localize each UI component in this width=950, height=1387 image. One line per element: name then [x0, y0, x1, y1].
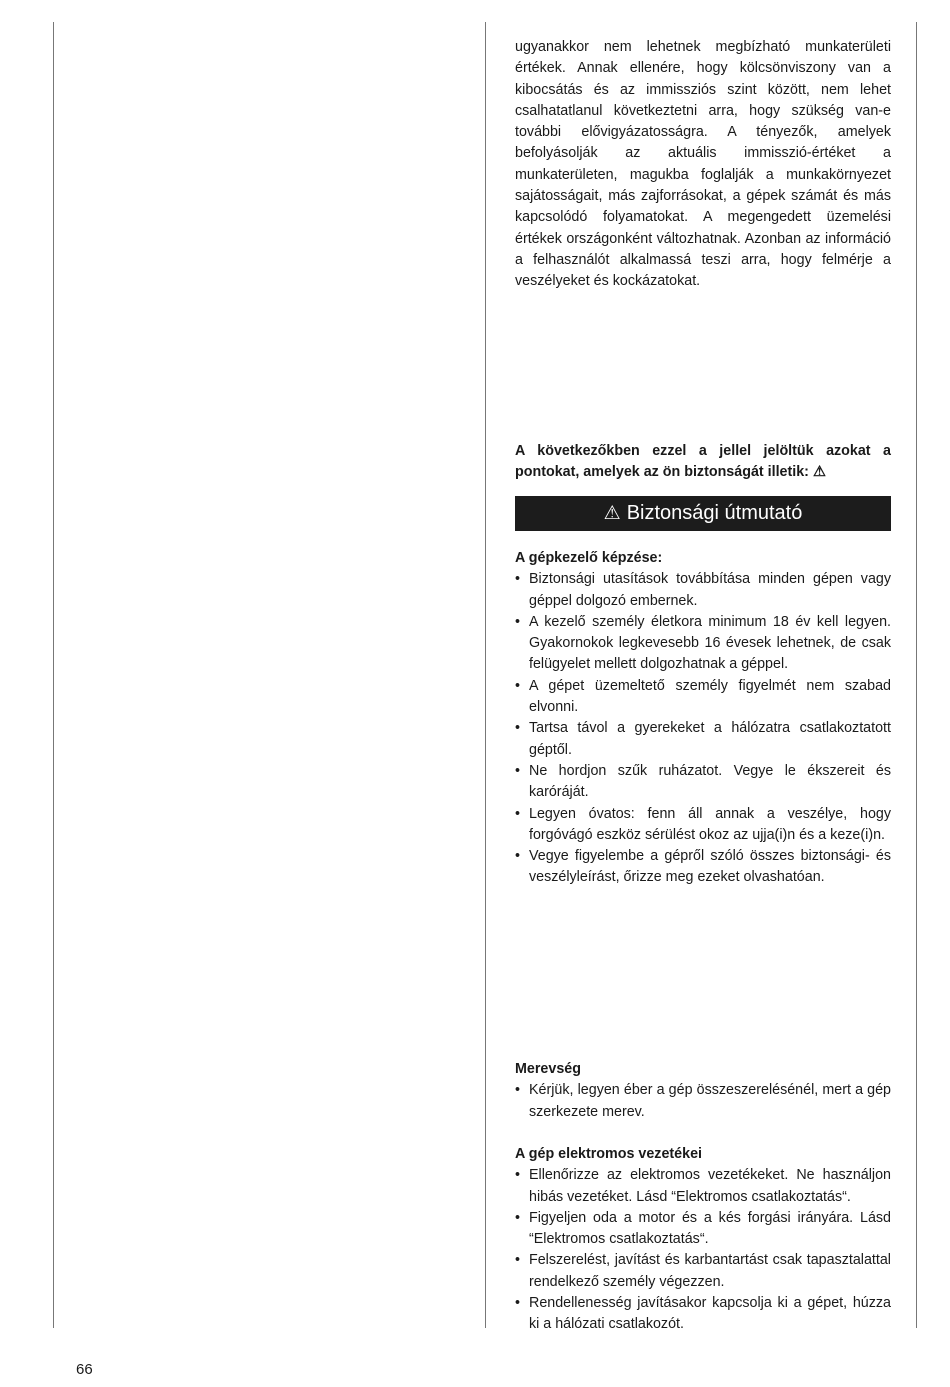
symbol-note-text: A következőkben ezzel a jellel jelöltük azokat a pontokat, amelyek az ön biztonságát illetik:: [515, 443, 891, 481]
list-item-text: Ellenőrizze az elektromos vezetékeket. Ne használjon hibás vezetéket. Lásd “Elektromos csatlakoztatás“.: [529, 1167, 891, 1205]
section-rigidity: [515, 1059, 891, 1123]
symbol-note: [515, 441, 891, 484]
bullet-list: [515, 1165, 891, 1335]
list-item: [515, 676, 891, 719]
safety-banner: [515, 496, 891, 531]
bullet-list: [515, 569, 891, 888]
warning-icon: ⚠: [812, 464, 826, 481]
bullet-icon: •: [515, 613, 521, 630]
list-item: [515, 846, 891, 889]
bullet-icon: •: [515, 720, 521, 737]
banner-warning-icon: ⚠: [603, 503, 621, 524]
bullet-icon: •: [515, 1082, 521, 1099]
left-column-rule: [53, 22, 54, 1328]
bullet-icon: •: [515, 805, 521, 822]
bullet-icon: •: [515, 1167, 521, 1184]
list-item: [515, 718, 891, 761]
list-item: [515, 804, 891, 847]
bullet-icon: •: [515, 1252, 521, 1269]
bullet-icon: •: [515, 571, 521, 588]
bullet-icon: •: [515, 677, 521, 694]
symbol-note-block: [515, 441, 891, 484]
list-item: [515, 612, 891, 676]
section-heading: A gépkezelő képzése:: [515, 550, 663, 566]
list-item-text: A kezelő személy életkora minimum 18 év kell legyen. Gyakornokok legkevesebb 16 évesek lehetnek, de csak felügyelet mellett dolgozhatnak a géppel.: [529, 613, 891, 673]
list-item-text: Vegye figyelembe a gépről szóló összes biztonsági- és veszélyleírást, őrizze meg ezeket olvashatóan.: [529, 848, 891, 886]
list-item-text: Legyen óvatos: fenn áll annak a veszélye, hogy forgóvágó eszköz sérülést okoz az ujja(i)n és a keze(i)n.: [529, 805, 891, 843]
list-item-text: Biztonsági utasítások továbbítása minden gépen vagy géppel dolgozó embernek.: [529, 571, 891, 609]
bullet-icon: •: [515, 1209, 521, 1226]
bullet-icon: •: [515, 848, 521, 865]
right-column-rule: [916, 22, 917, 1328]
center-column-rule: [485, 22, 486, 1328]
bullet-list: [515, 1080, 891, 1123]
page-number: 66: [76, 1361, 93, 1378]
list-item-text: Figyeljen oda a motor és a kés forgási irányára. Lásd “Elektromos csatlakoztatás“.: [529, 1209, 891, 1248]
list-item: [515, 761, 891, 804]
intro-paragraph: ugyanakkor nem lehetnek megbízható munkaterületi értékek. Annak ellenére, hogy kölcsönviszony van a kibocsátás és az immissziós szint között, nem lehet csalhatatlanul következtetni arra, hogy szükség van-e további elővigyázatosságra. A tényezők, amelyek befolyásolják az aktuális immisszió-értéket a munkaterületen, magukba foglalják a munkakörnyezet sajátosságait, más zajforrásokat, a gépek számát és más kapcsolódó folyamatokat. A megengedett üzemelési értékek országonként változhatnak. Azonban az információ a felhasználót alkalmassá teszi arra, hogy felmérje a veszélyeket és kockázatokat.: [515, 39, 891, 290]
section-heading: Merevség: [515, 1061, 581, 1077]
list-item-text: Rendellenesség javításakor kapcsolja ki a gépet, húzza ki a hálózati csatlakozót.: [529, 1295, 891, 1333]
banner-title: Biztonsági útmutató: [626, 502, 803, 524]
section-heading: A gép elektromos vezetékei: [515, 1146, 702, 1162]
list-item: [515, 1250, 891, 1293]
section-operator-training: [515, 548, 891, 889]
bullet-icon: •: [515, 1295, 521, 1312]
list-item: [515, 1208, 891, 1251]
list-item-text: Ne hordjon szűk ruházatot. Vegye le ékszereit és karóráját.: [529, 762, 891, 801]
list-item-text: A gépet üzemeltető személy figyelmét nem szabad elvonni.: [529, 677, 891, 716]
list-item: [515, 1165, 891, 1208]
section-electrical-wiring: [515, 1144, 891, 1336]
list-item: [515, 1293, 891, 1336]
list-item-text: Kérjük, legyen éber a gép összeszerelésénél, mert a gép szerkezete merev.: [529, 1082, 891, 1120]
list-item: [515, 569, 891, 612]
list-item-text: Felszerelést, javítást és karbantartást csak tapasztalattal rendelkező személy végezzen.: [529, 1252, 891, 1290]
list-item: [515, 1080, 891, 1123]
list-item-text: Tartsa távol a gyerekeket a hálózatra csatlakoztatott géptől.: [529, 720, 891, 758]
intro-block: [515, 37, 891, 293]
bullet-icon: •: [515, 762, 521, 779]
